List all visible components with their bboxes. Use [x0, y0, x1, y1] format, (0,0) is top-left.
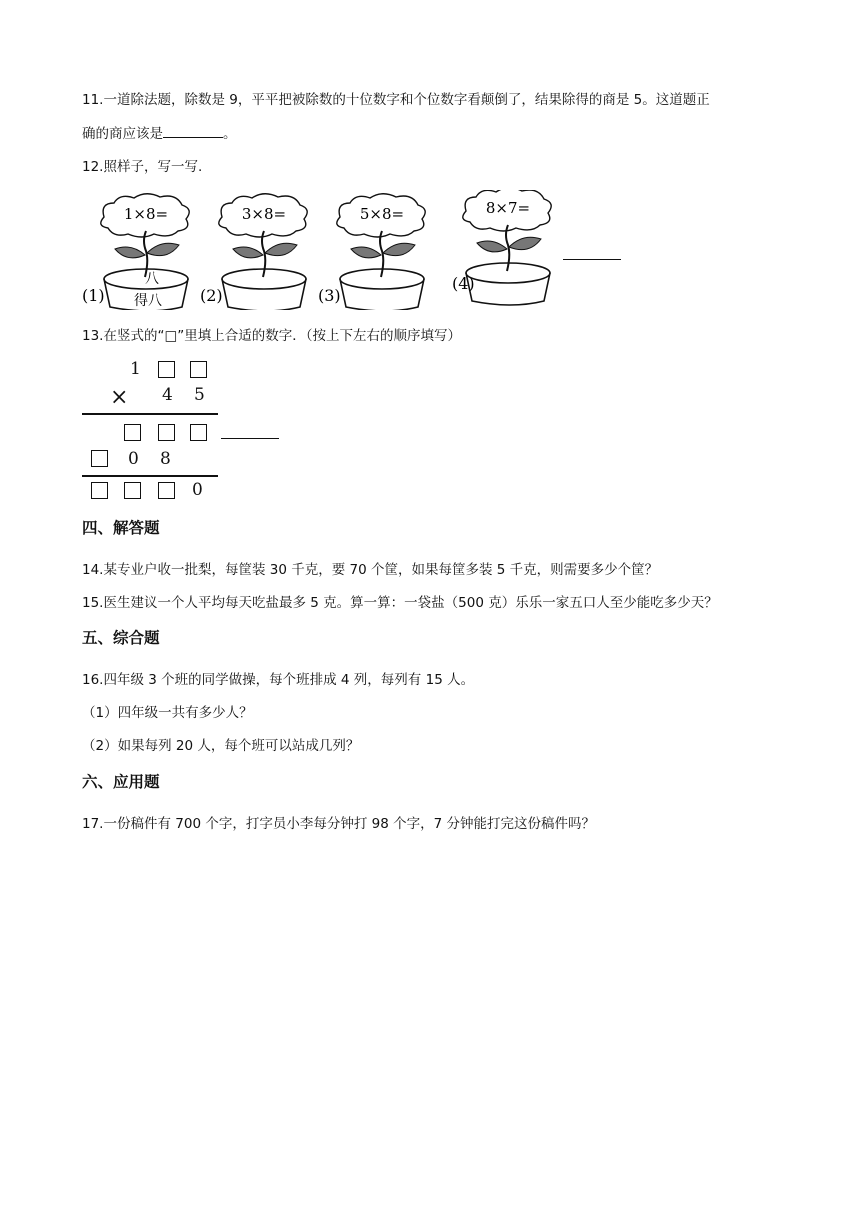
flower-pots-illustration	[80, 190, 640, 310]
flower-number: (2)	[200, 286, 223, 305]
product-line	[82, 413, 218, 415]
partial-digit: 8	[160, 449, 171, 469]
leaf	[147, 243, 179, 255]
multiplicand-digit: 1	[130, 359, 141, 379]
question-15: 15.医生建议一个人平均每天吃盐最多 5 克。算一算：一袋盐（500 克）乐乐一家五口人至少能吃多少天？	[82, 595, 718, 611]
multiplication-expression: 3×8=	[241, 205, 287, 223]
digit-box[interactable]	[124, 482, 141, 499]
times-sign: ×	[110, 385, 129, 410]
answer-blank-11[interactable]	[163, 123, 223, 138]
flower-number: (4)	[452, 274, 475, 293]
multiplication-expression: 1×8=	[123, 205, 169, 223]
vertical-multiplication	[82, 356, 292, 506]
leaf	[509, 237, 541, 249]
multiplier-digit: 4	[162, 385, 173, 405]
question-17: 17.一份稿件有 700 个字，打字员小李每分钟打 98 个字，7 分钟能打完这份稿件吗？	[82, 816, 595, 832]
digit-box[interactable]	[158, 482, 175, 499]
question-11-line2-suffix: 。	[223, 126, 237, 142]
pot-body	[466, 273, 550, 305]
question-16-sub1: （1）四年级一共有多少人？	[82, 705, 253, 721]
digit-box[interactable]	[91, 482, 108, 499]
leaf	[265, 243, 297, 255]
question-11-line1: 11.一道除法题，除数是 9，平平把被除数的十位数字和个位数字看颠倒了，结果除得的商是 5。这道题正	[82, 92, 710, 108]
digit-box[interactable]	[190, 424, 207, 441]
question-16: 16.四年级 3 个班的同学做操，每个班排成 4 列，每列有 15 人。	[82, 672, 475, 688]
sum-line	[82, 475, 218, 477]
question-13-prompt: 13.在竖式的“□”里填上合适的数字．（按上下左右的顺序填写）	[82, 328, 461, 344]
pot-bottom-text: 得八	[134, 293, 162, 309]
answer-blank-12[interactable]	[563, 259, 621, 260]
question-11-line2	[82, 123, 237, 144]
answer-blank-13[interactable]	[221, 438, 279, 439]
partial-digit: 0	[128, 449, 139, 469]
section-4-title: 四、解答题	[82, 519, 160, 537]
leaf	[383, 243, 415, 255]
pot-body	[340, 279, 424, 310]
multiplier-digit: 5	[194, 385, 205, 405]
question-11-line2-prefix: 确的商应该是	[82, 126, 163, 142]
digit-box[interactable]	[158, 361, 175, 378]
multiplication-expression: 5×8=	[359, 205, 405, 223]
flower-pot-2	[200, 194, 307, 310]
result-digit: 0	[192, 480, 203, 500]
pot-top-text: 八	[145, 271, 159, 287]
question-14: 14.某专业户收一批梨，每筐装 30 千克，要 70 个筐，如果每筐多装 5 千克，则需要多少个筐？	[82, 562, 659, 578]
flower-pot-1	[82, 194, 189, 310]
multiplication-expression: 8×7=	[485, 199, 531, 217]
flower-number: (1)	[82, 286, 105, 305]
leaf	[351, 247, 381, 258]
flower-number: (3)	[318, 286, 341, 305]
section-6-title: 六、应用题	[82, 773, 160, 791]
leaf	[115, 247, 145, 258]
flower-pot-3	[318, 194, 425, 310]
section-5-title: 五、综合题	[82, 629, 160, 647]
digit-box[interactable]	[91, 450, 108, 467]
digit-box[interactable]	[190, 361, 207, 378]
digit-box[interactable]	[124, 424, 141, 441]
leaf	[233, 247, 263, 258]
pot-body	[222, 279, 306, 310]
question-12-prompt: 12.照样子，写一写.	[82, 159, 203, 175]
flower-pot-4	[452, 190, 551, 305]
digit-box[interactable]	[158, 424, 175, 441]
leaf	[477, 241, 507, 252]
question-16-sub2: （2）如果每列 20 人，每个班可以站成几列？	[82, 738, 360, 754]
